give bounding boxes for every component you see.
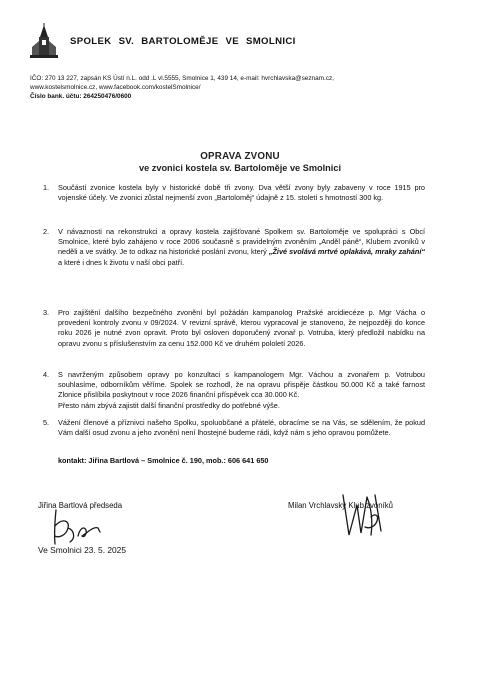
list-item-5 [43, 418, 425, 438]
list-item-text: Součástí zvonice kostela byly v historické době tři zvony. Dva větší zvony byly zabaveny v roce 1915 pro vojenské účely. Ve zvonici zůstal nejmenší zvon „Bartoloměj“ údajně z 15. století s hmotností 300 kg. [58, 183, 425, 203]
list-item-3 [43, 308, 425, 349]
signer-left-name: Jiřina Bartlová předseda [38, 501, 123, 510]
list-item-1 [43, 183, 425, 203]
list-item-text: Pro zajištění dalšího bezpečného zvonění byl požádán kampanolog Pražské arcidiecéze p. Mgr Vácha o provedení kontroly zvonu v 09/2024. V revizní správě, kterou vypracoval je stanoveno, že nejpozději do konce roku 2026 je nutné zvon opravit. Proto byl osloven doporučený zvonař p. Votruba, který předložil nabídku na opravu zvonu s příslušenstvím za cenu 152.000 Kč ve druhém pololetí 2026. [58, 308, 425, 348]
contact-line: kontakt: Jiřina Bartlová – Smolnice č. 190, mob.: 606 641 650 [58, 456, 269, 465]
list-item-4 [43, 370, 425, 411]
list-item-text-part: a které i dnes k životu v naší obci patří. [58, 257, 185, 267]
document-subtitle: ve zvonici kostela sv. Bartoloměje ve Smolnici [138, 163, 342, 173]
list-item-text: S navrženým způsobem opravy po konzultaci s kampanologem Mgr. Váchou a zvonařem p. Votrubou souhlasíme, odborníkům věříme. Spolek se rozhodl, že na opravu přispěje částkou 50.000 Kč a také farnost Zlonice přislíbila poskytnout v roce 2026 finanční příspěvek cca 30.000 Kč. [58, 370, 425, 400]
place-date: Ve Smolnici 23. 5. 2025 [38, 545, 126, 555]
list-item-2 [43, 227, 425, 268]
header-registration-line: IČO: 270 13 227, zapsán KS Ústí n.L. odd .L vl.5555, Smolnice 1, 439 14, e-mail: hvrchlavska@seznam.cz, [30, 75, 334, 82]
list-item-text-part: V návaznosti na rekonstrukci a opravy kostela zajišťované Spolkem sv. Bartoloměje ve spolupráci s Obcí Smolnice, které bylo zahájeno v roce 2006 současně s pravidelným zvoněním „Anděl páně“, Klubem zvoníků v neděli a ve svátky. Je to odkaz na historické poslání zvonu, který [58, 227, 425, 257]
list-item-text: Vážení členové a příznivci našeho Spolku, spoluobčané a přátelé, obracíme se na Vás, se sdělením, že pokud Vám další osud zvonu a jeho zvonění není lhostejné budeme rádi, když nám s jeho opravou pomůžete. [58, 418, 425, 438]
handwritten-signature-right [335, 487, 385, 542]
list-item-number: 4. [43, 370, 50, 379]
list-item-text-extra: Přesto nám zbývá zajistit další finanční prostředky do potřebné výše. [58, 400, 280, 410]
list-item-text [58, 227, 425, 268]
bell-motto-quote: „Živé svolává mrtvé oplakává, mraky zahání“ [268, 247, 425, 257]
signer-right-name: Milan Vrchlavský Klub zvoníků [288, 501, 394, 510]
header-bank-line: Číslo bank. účtu: 264250476/0600 [30, 93, 132, 100]
list-item-number: 2. [43, 227, 50, 236]
church-tower-icon [30, 23, 58, 59]
list-item-number: 3. [43, 308, 50, 317]
list-item-number: 5. [43, 418, 50, 427]
handwritten-signature-left [40, 506, 110, 548]
list-item-number: 1. [43, 183, 50, 192]
document-title: OPRAVA ZVONU [200, 151, 280, 162]
org-name: SPOLEK SV. BARTOLOMĚJE VE SMOLNICI [70, 36, 296, 47]
header-web-line: www.kostelsmolnice.cz, www.facebook.com/kostelSmolnice/ [30, 84, 201, 91]
